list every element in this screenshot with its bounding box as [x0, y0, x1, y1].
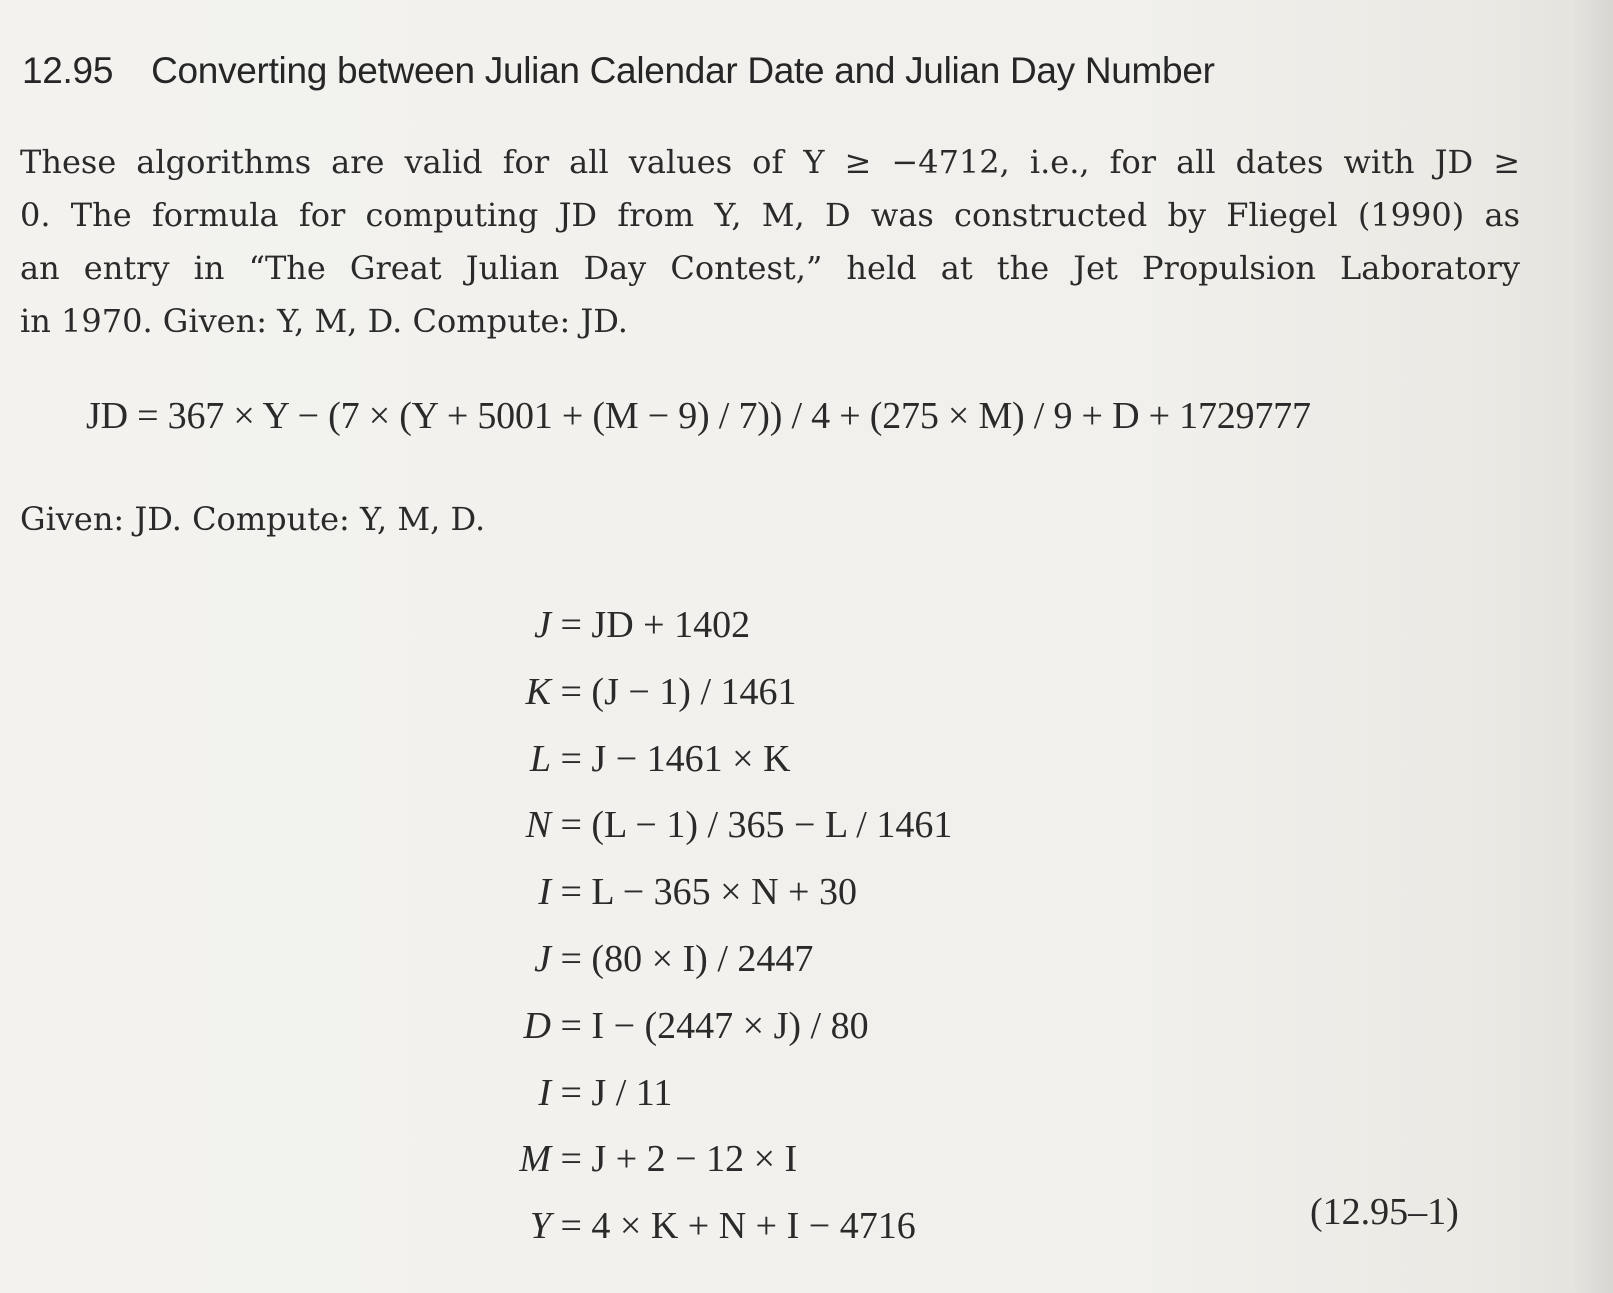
equation-rhs: = (80 × I) / 2447: [560, 937, 814, 980]
equation-row: [505, 600, 952, 667]
equation-block: [505, 600, 952, 1268]
paragraph-line: an entry in “The Great Julian Day Contest,” held at the Jet Propulsion Laboratory: [20, 249, 1520, 287]
equation-lhs: J: [534, 937, 551, 980]
equation-row: [505, 1068, 952, 1135]
equation-row: [505, 1001, 952, 1068]
equation-lhs: M: [519, 1138, 551, 1181]
equation-row: [505, 800, 952, 867]
equation-number: (12.95–1): [1310, 1191, 1459, 1233]
equation-rhs: = L − 365 × N + 30: [560, 871, 857, 914]
equation-rhs: = I − (2447 × J) / 80: [560, 1004, 869, 1047]
equation-lhs: Y: [529, 1205, 551, 1248]
equation-lhs: K: [525, 670, 551, 713]
equation-lhs: D: [523, 1004, 551, 1047]
given-jd-text: Given: JD. Compute: Y, M, D.: [20, 500, 486, 538]
jd-formula: JD = 367 × Y − (7 × (Y + 5001 + (M − 9) / 7)) / 4 + (275 × M) / 9 + D + 1729777: [86, 395, 1311, 437]
paragraph-line: 0. The formula for computing JD from Y, M, D was constructed by Fliegel (1990) as: [20, 196, 1520, 234]
paragraph-line: These algorithms are valid for all values of Y ≥ −4712, i.e., for all dates with JD ≥: [20, 143, 1520, 181]
equation-row: [505, 934, 952, 1001]
equation-rhs: = J + 2 − 12 × I: [560, 1138, 798, 1181]
equation-row: [505, 1201, 952, 1268]
intro-paragraph: [20, 136, 1520, 348]
equation-rhs: = (L − 1) / 365 − L / 1461: [560, 804, 953, 847]
equation-lhs: L: [529, 737, 551, 780]
section-number: 12.95: [22, 50, 114, 91]
equation-row: [505, 867, 952, 934]
equation-rhs: = JD + 1402: [560, 604, 751, 646]
equation-rhs: = (J − 1) / 1461: [560, 670, 797, 713]
equation-lhs: N: [525, 804, 551, 847]
equation-lhs: J: [534, 604, 551, 646]
equation-row: [505, 667, 952, 734]
equation-lhs: I: [538, 1071, 551, 1114]
section-heading: [22, 50, 1215, 92]
paragraph-line: in 1970. Given: Y, M, D. Compute: JD.: [20, 302, 628, 340]
equation-rhs: = J − 1461 × K: [560, 737, 791, 780]
equation-lhs: I: [538, 871, 551, 914]
page-edge-shadow: [1573, 0, 1613, 1293]
equation-row: [505, 1134, 952, 1201]
equation-row: [505, 734, 952, 801]
section-title: Converting between Julian Calendar Date and Julian Day Number: [151, 50, 1215, 91]
equation-rhs: = J / 11: [560, 1071, 673, 1114]
equation-rhs: = 4 × K + N + I − 4716: [560, 1205, 916, 1248]
